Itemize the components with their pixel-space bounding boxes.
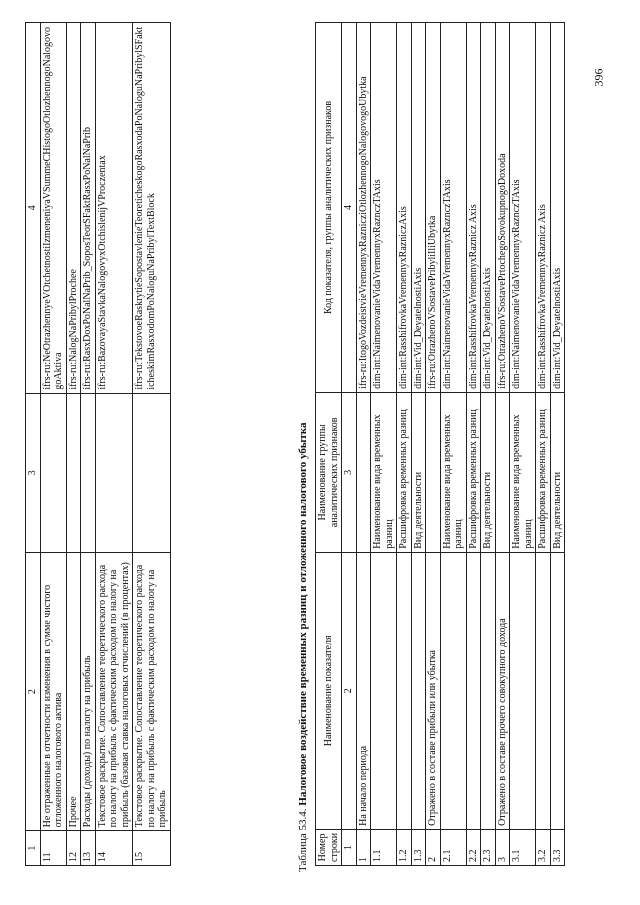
- indicator-name-cell: [536, 552, 551, 829]
- table-row: [66, 23, 81, 866]
- indicator-name-cell: [411, 552, 426, 829]
- group-name-cell: [81, 393, 96, 552]
- column-number-3: 3: [342, 392, 357, 552]
- code-cell: dim-int:RasshifrovkaVremennyxRaznicz Axis: [466, 23, 481, 393]
- rotated-page-content: [17, 22, 627, 882]
- group-name-cell: [133, 393, 171, 552]
- code-cell: ifrs-ru:BazovayaStavkaNalogovyxOtchislenijVProczentax: [95, 23, 133, 394]
- table-row: [481, 23, 496, 866]
- table-body: [40, 23, 170, 866]
- table-row: [133, 23, 171, 866]
- code-cell: dim-int:NaimenovanieVidaVremennyxRaznczTAxis: [440, 23, 466, 393]
- table-row: [426, 23, 441, 866]
- indicator-name-cell: [440, 552, 466, 829]
- group-name-cell: Расшифровка временных разниц: [466, 392, 481, 552]
- code-cell: dim-int:NaimenovanieVidaVremennyxRaznczTAxis: [510, 23, 536, 393]
- table-row: [495, 23, 510, 866]
- indicator-name-cell: [371, 552, 397, 829]
- code-cell: dim-int:RasshifrovkaVremennyxRazniczAxis: [397, 23, 412, 393]
- row-number-cell: 1.2: [397, 829, 412, 865]
- table-body: [356, 23, 565, 866]
- code-cell: ifrs-ru:RasxDoxPoNalNaPrib_SoposTeorSFaktRasxPoNalNaPrib: [81, 23, 96, 394]
- row-number-cell: 3.1: [510, 829, 536, 865]
- code-cell: dim-int:Vid_DeyatelnostiAxis: [411, 23, 426, 393]
- column-number-1: 1: [342, 829, 357, 865]
- indicator-name-cell: Отражено в составе прибыли или убытка: [426, 552, 441, 829]
- group-name-cell: Расшифровка временных разниц: [397, 392, 412, 552]
- code-cell: dim-int:NaimenovanieVidaVremennyxRaznczTAxis: [371, 23, 397, 393]
- column-number-row: [342, 23, 357, 866]
- row-number-cell: 12: [66, 831, 81, 866]
- code-cell: dim-int:Vid_DeyatelnostiAxis: [550, 23, 565, 393]
- row-number-cell: 1: [356, 829, 371, 865]
- indicator-name-cell: [397, 552, 412, 829]
- indicator-name-cell: Текстовое раскрытие. Сопоставление теоретического расхода по налогу на прибыль с фактическим расходом по налогу на прибыль: [133, 553, 171, 831]
- group-name-cell: Вид деятельности: [550, 392, 565, 552]
- row-number-cell: 2.2: [466, 829, 481, 865]
- table-row: [510, 23, 536, 866]
- group-name-cell: Наименование вида временных разниц: [510, 392, 536, 552]
- code-cell: dim-int:Vid_DeyatelnostiAxis: [481, 23, 496, 393]
- group-name-cell: [66, 393, 81, 552]
- column-number-1: 1: [26, 831, 41, 866]
- group-name-cell: Наименование вида временных разниц: [371, 392, 397, 552]
- header-code: Код показателя, группы аналитических признаков: [316, 23, 342, 393]
- page-number: 396: [591, 68, 606, 87]
- table-row: [40, 23, 66, 866]
- row-number-cell: 14: [95, 831, 133, 866]
- code-cell: ifrs-ru:OtrazhenoVSostavePrtochegoSovokupnogoDoxoda: [495, 23, 510, 393]
- table-row: [81, 23, 96, 866]
- table-row: [95, 23, 133, 866]
- row-number-cell: 3.3: [550, 829, 565, 865]
- row-number-cell: 1.3: [411, 829, 426, 865]
- row-number-cell: 1.1: [371, 829, 397, 865]
- group-name-cell: [426, 392, 441, 552]
- row-number-cell: 3.2: [536, 829, 551, 865]
- table-row: [411, 23, 426, 866]
- row-number-cell: 2: [426, 829, 441, 865]
- row-number-cell: 2.1: [440, 829, 466, 865]
- group-name-cell: Вид деятельности: [411, 392, 426, 552]
- column-number-4: 4: [26, 23, 41, 394]
- row-number-cell: 15: [133, 831, 171, 866]
- table-caption-label: Таблица 53.4.: [297, 808, 309, 872]
- column-number-4: 4: [342, 23, 357, 393]
- indicator-name-cell: Не отраженные в отчетности изменения в сумме чистого отложенного налогового актива: [40, 553, 66, 831]
- group-name-cell: [95, 393, 133, 552]
- indicator-name-cell: [550, 552, 565, 829]
- indicator-name-cell: На начало периода: [356, 552, 371, 829]
- table-header-row: [26, 23, 41, 866]
- indicator-name-cell: [466, 552, 481, 829]
- indicator-name-cell: Отражено в составе прочего совокупного дохода: [495, 552, 510, 829]
- table-caption-title: Налоговое воздействие временных разниц и отложенного налогового убытка: [297, 422, 309, 806]
- code-cell: ifrs-ru:NalogNaPribylProchee: [66, 23, 81, 394]
- indicator-name-cell: Текстовое раскрытие. Сопоставление теоретического расхода по налогу на прибыль с фактическим расходом по налогу на прибыль (базовая ставка налоговых отчислений (в процентах): [95, 553, 133, 831]
- code-cell: ifrs-ru:NeOtrazhennyeVOtchetnostiIzmeneniyaVSummeCHistogoOtlozhennogoNalogovogoAktiva: [40, 23, 66, 394]
- indicator-name-cell: Прочее: [66, 553, 81, 831]
- indicator-name-cell: Расходы (доходы) по налогу на прибыль: [81, 553, 96, 831]
- group-name-cell: Наименование вида временных разниц: [440, 392, 466, 552]
- group-name-cell: Расшифровка временных разниц: [536, 392, 551, 552]
- row-number-cell: 2.3: [481, 829, 496, 865]
- group-name-cell: [356, 392, 371, 552]
- code-cell: ifrs-ru:TekstovoeRaskrytieSopostavlenieTeoreticheskogoRasxodaPoNaloguNaPribylSFakticheskimRasxodomPoNaloguNaPribylTextBlock: [133, 23, 171, 394]
- table-row: [466, 23, 481, 866]
- table-caption: [297, 422, 309, 872]
- code-cell: ifrs-ru:ItogoVozdeistvieVremennyxRaznicziOtlozhennogoNalogovogoUbytka: [356, 23, 371, 393]
- indicator-name-cell: [510, 552, 536, 829]
- column-number-3: 3: [26, 393, 41, 552]
- row-number-cell: 3: [495, 829, 510, 865]
- table-53-4: [315, 22, 565, 866]
- row-number-cell: 13: [81, 831, 96, 866]
- table-row: [550, 23, 565, 866]
- code-cell: ifrs-ru:OtrazhenoVSostavePribyliIliUbytka: [426, 23, 441, 393]
- header-group-name: Наименование группы аналитических признаков: [316, 392, 342, 552]
- group-name-cell: Вид деятельности: [481, 392, 496, 552]
- table-header-row: [316, 23, 342, 866]
- column-number-2: 2: [26, 553, 41, 831]
- indicator-name-cell: [481, 552, 496, 829]
- table-row: [397, 23, 412, 866]
- header-row-number: Номер строки: [316, 829, 342, 865]
- table-row: [356, 23, 371, 866]
- row-number-cell: 11: [40, 831, 66, 866]
- table-row: [536, 23, 551, 866]
- group-name-cell: [495, 392, 510, 552]
- table-continued: [25, 22, 171, 866]
- group-name-cell: [40, 393, 66, 552]
- code-cell: dim-int:RasshifrovkaVremennyxRaznicz Axis: [536, 23, 551, 393]
- header-indicator-name: Наименование показателя: [316, 552, 342, 829]
- table-row: [440, 23, 466, 866]
- table-row: [371, 23, 397, 866]
- column-number-2: 2: [342, 552, 357, 829]
